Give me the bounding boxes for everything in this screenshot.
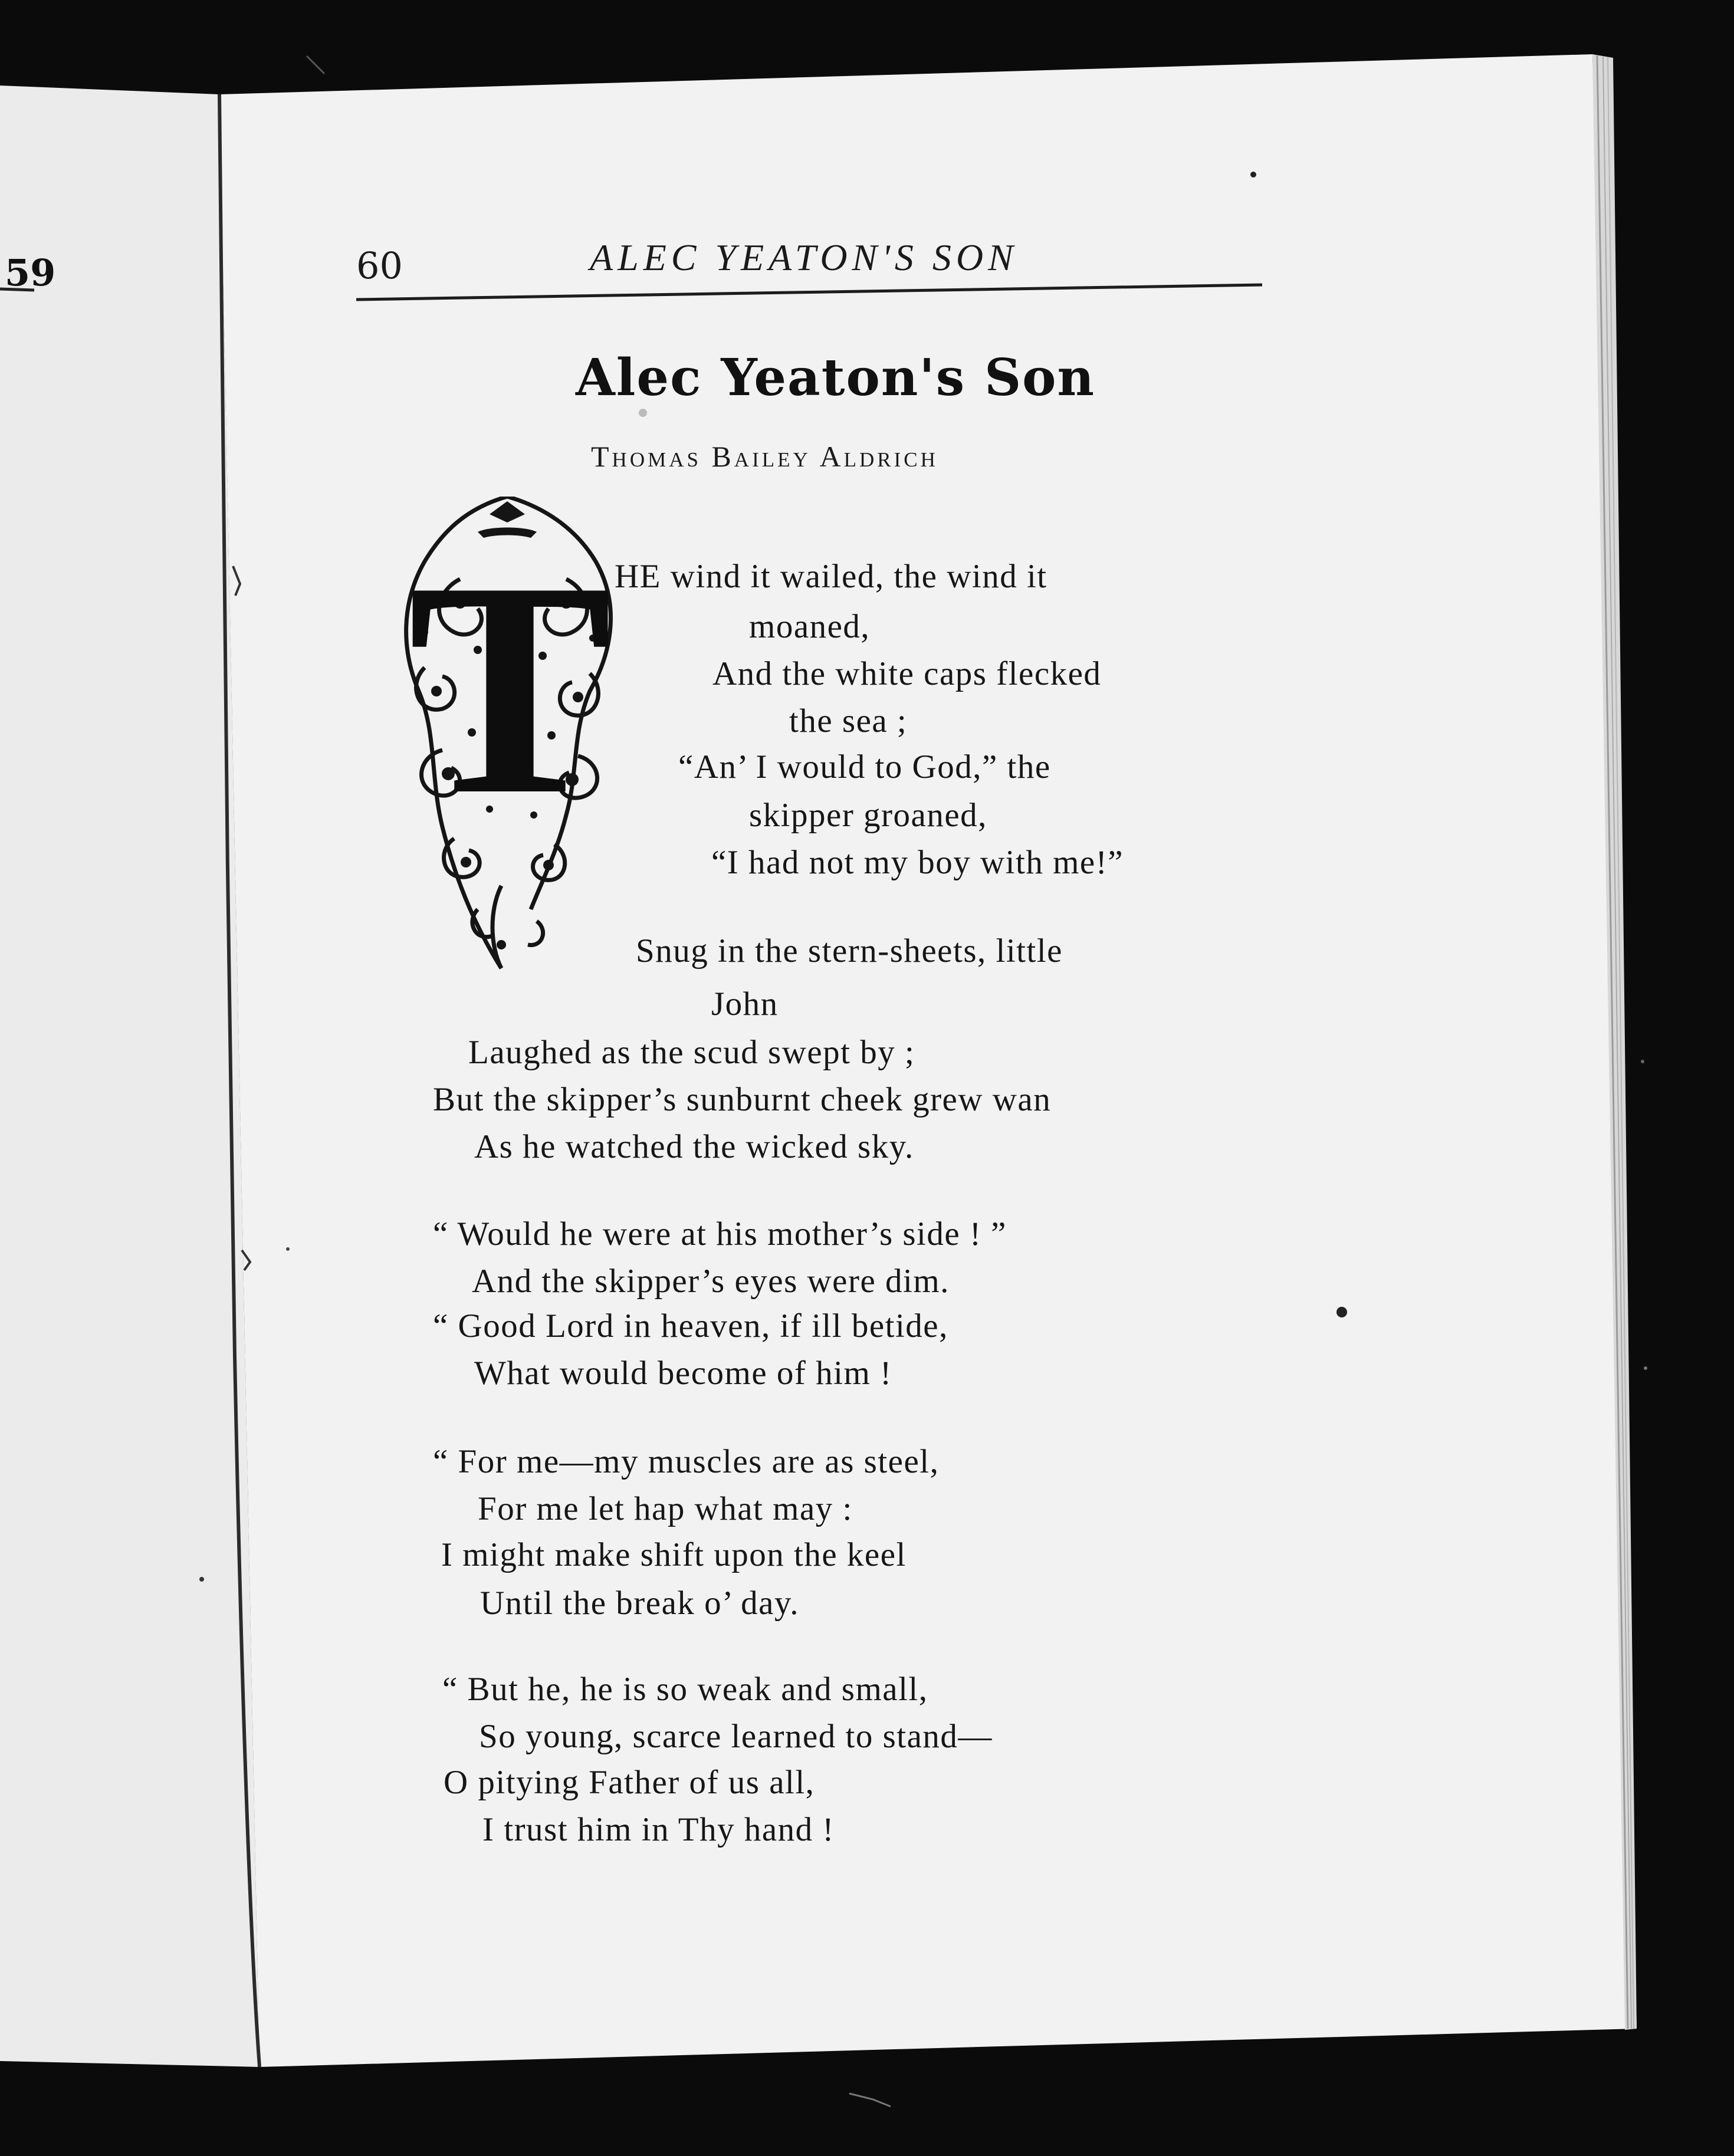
page-number: 60 xyxy=(356,244,403,287)
drop-cap-letter: T xyxy=(408,519,613,858)
verse-line: So young, scarce learned to stand— xyxy=(479,1718,993,1755)
verse-line: I trust him in Thy hand ! xyxy=(482,1811,835,1848)
verse-line: “I had not my boy with me!” xyxy=(711,844,1124,881)
verse-line: What would become of him ! xyxy=(474,1355,892,1392)
verse-line: And the skipper’s eyes were dim. xyxy=(472,1263,950,1300)
verse-line: But the skipper’s sunburnt cheek grew wan xyxy=(433,1081,1052,1118)
running-head-title: ALEC YEATON'S SON xyxy=(590,236,1018,278)
verse-line: the sea ; xyxy=(789,702,908,740)
left-page xyxy=(0,86,260,2067)
verse-line: Until the break o’ day. xyxy=(480,1585,799,1622)
verse-line: “ For me—my muscles are as steel, xyxy=(433,1443,940,1480)
verse-line: Laughed as the scud swept by ; xyxy=(468,1034,915,1071)
verse-line: As he watched the wicked sky. xyxy=(474,1128,914,1165)
ornamental-drop-cap xyxy=(389,497,625,1004)
verse-line: moaned, xyxy=(749,608,871,645)
verse-line: And the white caps flecked xyxy=(712,655,1102,692)
left-page-number: 59 xyxy=(5,251,56,294)
verse-line: HE wind it wailed, the wind it xyxy=(615,558,1047,595)
verse-line: O pitying Father of us all, xyxy=(444,1764,815,1801)
verse-line: skipper groaned, xyxy=(749,797,987,834)
verse-line: “ Would he were at his mother’s side ! ” xyxy=(433,1215,1007,1253)
verse-line: “ But he, he is so weak and small, xyxy=(442,1671,928,1708)
verse-line: I might make shift upon the keel xyxy=(441,1536,907,1573)
poem-author: Thomas Bailey Aldrich xyxy=(591,440,938,473)
verse-line: “ Good Lord in heaven, if ill betide, xyxy=(433,1307,948,1345)
verse-line: John xyxy=(711,985,779,1023)
poem-title: Alec Yeaton's Son xyxy=(576,348,1096,407)
verse-line: For me let hap what may : xyxy=(478,1490,853,1527)
verse-line: “An’ I would to God,” the xyxy=(678,748,1051,786)
verse-line: Snug in the stern-sheets, little xyxy=(636,932,1063,969)
